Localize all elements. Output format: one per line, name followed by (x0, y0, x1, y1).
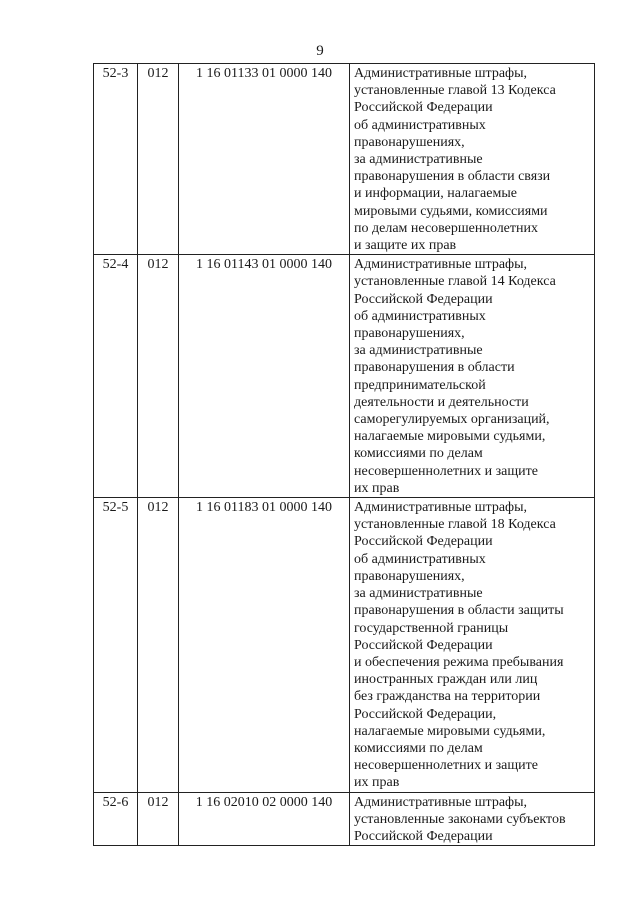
description-line: по делам несовершеннолетних (354, 220, 538, 236)
description-line: Административные штрафы, (354, 500, 528, 516)
row-number-cell: 52-3 (94, 64, 138, 255)
description-line: и информации, налагаемые (354, 186, 517, 202)
description-line: Российской Федерации (354, 637, 493, 653)
table-row (94, 792, 595, 846)
page-number: 9 (316, 43, 324, 59)
revenue-description-cell (350, 792, 595, 846)
description-line: их прав (354, 775, 400, 791)
description-line: правонарушениях, (354, 326, 465, 342)
description-line: Российской Федерации (354, 828, 493, 844)
description-line: об административных (354, 551, 486, 567)
description-line: государственной границы (354, 620, 509, 636)
table-body (94, 64, 595, 846)
description-line: правонарушения в области защиты (354, 603, 564, 619)
description-line: установленные главой 14 Кодекса (354, 274, 556, 290)
description-line: предпринимательской (354, 377, 486, 393)
description-line: установленные законами субъектов (354, 811, 566, 827)
row-number-cell: 52-4 (94, 255, 138, 498)
description-line: Российской Федерации (354, 534, 493, 550)
row-number-cell: 52-6 (94, 792, 138, 846)
budget-code-cell: 1 16 01143 01 0000 140 (179, 255, 350, 498)
description-line: деятельности и деятельности (354, 394, 529, 410)
description-line: несовершеннолетних и защите (354, 463, 538, 479)
description-line: правонарушениях, (354, 134, 465, 150)
description-line: за административные (354, 586, 483, 602)
description-line: за административные (354, 152, 483, 168)
description-line: Административные штрафы, (354, 66, 528, 81)
budget-code-cell: 1 16 02010 02 0000 140 (179, 792, 350, 846)
description-line: правонарушения в области (354, 360, 515, 376)
description-line: правонарушениях, (354, 568, 465, 584)
administrator-code-cell: 012 (138, 64, 179, 255)
revenue-description-cell (350, 498, 595, 792)
description-line: Российской Федерации, (354, 706, 497, 722)
description-line: комиссиями по делам (354, 446, 483, 462)
description-line: и защите их прав (354, 238, 457, 254)
description-line: установленные главой 18 Кодекса (354, 517, 556, 533)
description-line: Российской Федерации (354, 100, 493, 116)
budget-code-cell: 1 16 01183 01 0000 140 (179, 498, 350, 792)
description-line: Российской Федерации (354, 291, 493, 307)
budget-code-cell: 1 16 01133 01 0000 140 (179, 64, 350, 255)
description-line: правонарушения в области связи (354, 169, 551, 185)
description-line: установленные главой 13 Кодекса (354, 83, 556, 99)
description-line: Административные штрафы, (354, 257, 528, 273)
table-row (94, 498, 595, 792)
description-line: мировыми судьями, комиссиями (354, 203, 548, 219)
description-line: их прав (354, 480, 400, 496)
description-line: комиссиями по делам (354, 740, 483, 756)
description-line: Административные штрафы, (354, 794, 528, 810)
administrator-code-cell: 012 (138, 255, 179, 498)
administrator-code-cell: 012 (138, 498, 179, 792)
table-row (94, 255, 595, 498)
description-line: и обеспечения режима пребывания (354, 654, 564, 670)
description-line: налагаемые мировыми судьями, (354, 429, 546, 445)
budget-classification-table (93, 63, 595, 846)
description-line: саморегулируемых организаций, (354, 412, 550, 428)
administrator-code-cell: 012 (138, 792, 179, 846)
description-line: налагаемые мировыми судьями, (354, 723, 546, 739)
revenue-description-cell (350, 255, 595, 498)
table-row (94, 64, 595, 255)
description-line: иностранных граждан или лиц (354, 672, 538, 688)
description-line: об административных (354, 117, 486, 133)
description-line: несовершеннолетних и защите (354, 758, 538, 774)
revenue-description-cell (350, 64, 595, 255)
description-line: об административных (354, 308, 486, 324)
row-number-cell: 52-5 (94, 498, 138, 792)
description-line: без гражданства на территории (354, 689, 541, 705)
description-line: за административные (354, 343, 483, 359)
